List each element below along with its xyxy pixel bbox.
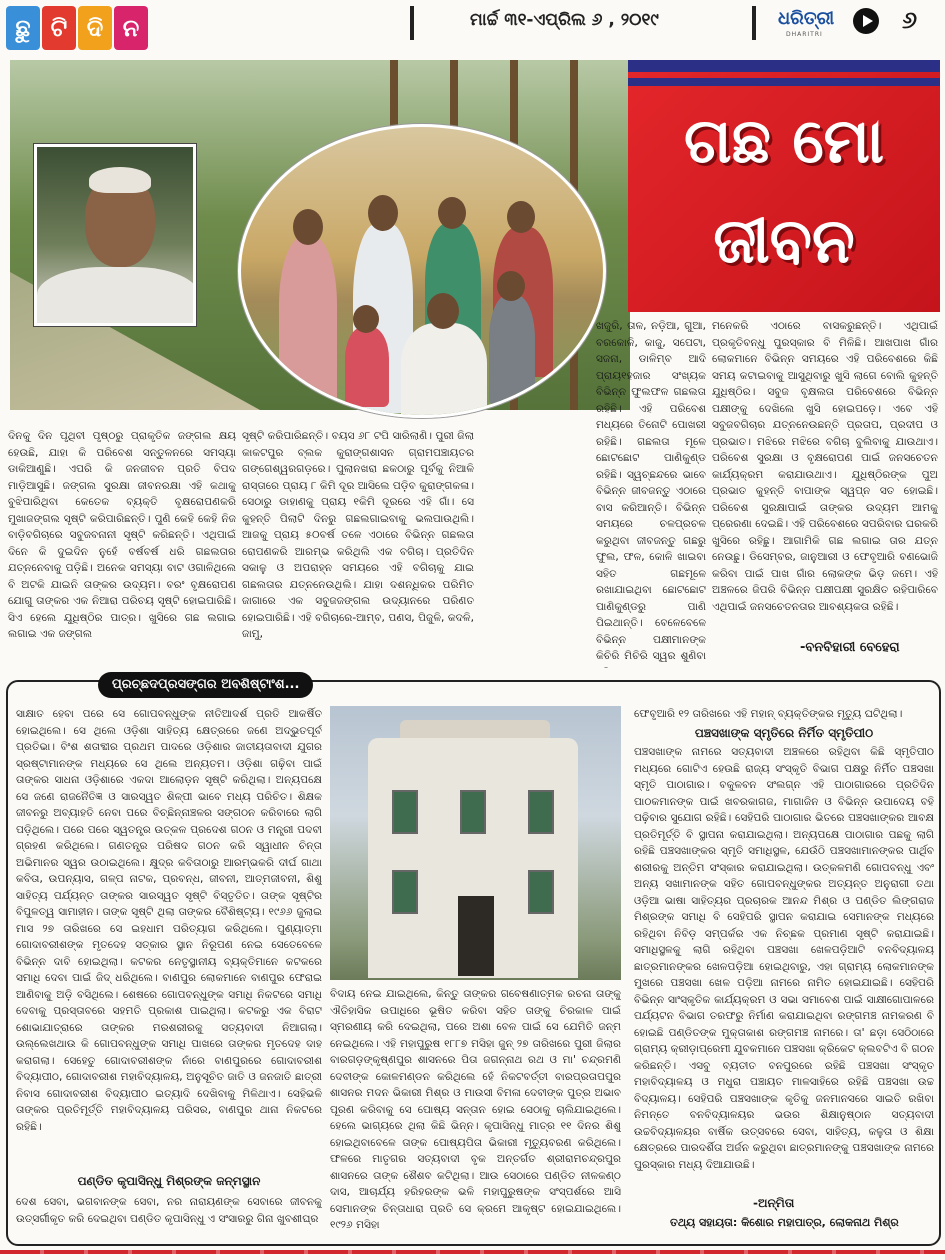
sub-heading: ପଣ୍ଡିତ କୃପାସିନ୍ଧୁ ମିଶ୍ରଙ୍କ ଜନ୍ମସ୍ଥାନ [77, 1174, 261, 1188]
article-text: ମନେକରି ଏଠାରେ ବାସକରୁଛନ୍ତି। ଏଥିପାଇଁ ପ୍ରକୃତିବନ୍ଧୁ ପୁରସ୍କାର ବି ମିଳିଛି। ଆଖପାଖ ଗାଁର ଲୋକମାନେ ବିଭିନ୍ନ ସମୟରେ ଏହି ପରିବେଶରେ କିଛି ସମୟ କଟାଇବାକୁ ଆସୁଥିବାରୁ ଖୁସି ଲାଗେ ବୋଲି କୁହନ୍ତି ଯୁଧିଷ୍ଠିର। ସବୁଜ ବୃକ୍ଷଲତା ପରିବେଶରେ ବିଭିନ୍ନ ପକ୍ଷୀଙ୍କୁ ଦେଖିଲେ ଖୁସି ହୋଇପଡ଼େ। ଏବେ ଏହି ସବୁଜବଗିଚାର ଯତ୍ନନେଉଛନ୍ତି ପ୍ରତାପ, ପ୍ରଦୀପ ଓ ପ୍ରଭାତ। ମଝିରେ ମଝିରେ ବଗିଚା ବୁଲିବାକୁ ଯାଉଥାଏ। ପରିବେଶ ସୁରକ୍ଷା ଓ ବୃକ୍ଷରୋପଣ ପାଇଁ ଜନସଚେତନ କାର୍ଯ୍ୟକ୍ରମ କରାଯାଉଥାଏ। ଯୁଧିଷ୍ଠିରଙ୍କ ପୁଅ ପ୍ରଭାତ କୁହନ୍ତି ବାପାଙ୍କ ସ୍ୱପ୍ନ ସତ ହୋଇଛି। ପରିବେଶ ସୁରକ୍ଷାପାଇଁ ତାଙ୍କର ଉଦ୍ୟମ ଆମକୁ ପ୍ରେରଣା ଦେଇଛି। ଏହି ପରିବେଶରେ ସପରିବାର ଘରକରି ଖୁସିରେ ରହିଛୁ। ଆଗାମିକି ଗଛ ଲଗାଇ ତାର ଯତ୍ନ ନେଉଛୁ। ଡିସେମ୍ବର, ଜାନୁଆରୀ ଓ ଫେବୃଆରି ବଣଭୋଜି କରିବା ପାଇଁ ପାଖ ଗାଁର ଲୋକଙ୍କ ଭିଡ଼ ଜମେ। ଏହି ଅଞ୍ଚଳରେ ଜିପରି ବିଭିନ୍ନ ପକ୍ଷୀପକ୍ଷୀ ସୁରକ୍ଷିତ ରହିପାରିବେ ଏଥିପାଇଁ ଜନସଚେତନତାର ଆବଶ୍ୟକତା ରହିଛି। [712, 320, 938, 613]
brand-logo-sub: DHARITRI [786, 31, 823, 38]
play-icon [853, 8, 879, 34]
headline-box [628, 60, 940, 312]
continuation-column [16, 706, 322, 1174]
building-photo [330, 706, 621, 980]
section-logo-letter: ଦି [78, 6, 112, 50]
continuation-column [634, 744, 934, 1192]
continuation-title: ପ୍ରଚ୍ଛଦପ୍ରସଙ୍ଗର ଅବଶିଷ୍ଟାଂଶ... [98, 672, 313, 698]
pen-name: -ଅନ୍ମିତା [753, 1196, 795, 1210]
headline-line: ଗଛ ମୋ [683, 104, 885, 177]
continuation-text: ପଞ୍ଚସଖାଙ୍କ ନାମରେ ସତ୍ୟବାଦୀ ଅଞ୍ଚଳରେ ରହିଥିବା କିଛି ସ୍ମୃତିପୀଠ ମଧ୍ୟରେ ଗୋଟିଏ ହେଉଛି ରାଜ୍ୟ ସଂସ୍କୃତି ବିଭାଗ ପକ୍ଷରୁ ନିର୍ମିତ ପଞ୍ଚସଖା ସ୍ମୃତି ପାଠାଗାର। ବକୁଳବନ ସଂଲଗ୍ନ ଏହି ପାଠାଗାରରେ ପ୍ରତିଦିନ ପାଠକମାନଙ୍କ ପାଇଁ ଖବରକାଗଜ, ମାଗାଜିନ ଓ ବିଭିନ୍ନ ଉପାଦେୟ ବହି ପଢ଼ିବାର ସୁଯୋଗ ରହିଛି। ସେହିପରି ପାଠାଗାର ଭିତରେ ପଞ୍ଚସଖାଙ୍କର ଆବକ୍ଷ ପ୍ରତିମୂର୍ତ୍ତି ବି ସ୍ଥାପନା କରାଯାଇଥିଲା। ଅନ୍ୟପକ୍ଷେ ପାଠାଗାର ପଛକୁ ଲାଗି ରହିଛି ପଞ୍ଚସଖାଙ୍କର ସ୍ମୃତି ସମାଧିସ୍ଥଳ, ଯେଉଁଠି ପଞ୍ଚସଖାମାନଙ୍କର ପାର୍ଥିବ ଶରୀରକୁ ଅନ୍ତିମ ସଂସ୍କାର କରାଯାଇଥିଲା। ଉତ୍କଳମଣି ଗୋପବନ୍ଧୁ ଏବଂ ଅନ୍ୟ ସଖାମାନଙ୍କ ସହିତ ଗୋପବନ୍ଧୁଙ୍କର ଅତ୍ୟନ୍ତ ଅନୁରାଗୀ ତଥା ଓଡ଼ିଆ ଭାଷା ସାହିତ୍ୟର ପ୍ରଚାରକ ଆନନ୍ଦ ମିଶ୍ର ଓ ପଣ୍ଡିତ ଲିଙ୍ଗରାଜ ମିଶ୍ରଙ୍କ ସମାଧି ବି ସେହିପରି ସ୍ଥାପନ କରାଯାଇ ସେମାନଙ୍କ ମଧ୍ୟରେ ରହିଥିବା ନିବିଡ଼ ସମ୍ପର୍କର ଏକ ନିଚ୍ଛକ ପ୍ରମାଣ ସୃଷ୍ଟି କରାଯାଇଛି। ସମାଧିସ୍ଥଳକୁ ଲାଗି ରହିଥିବା ପଞ୍ଚସଖା ଖେଳପଡ଼ିଆଟି ବନବିଦ୍ୟାଳୟ ଛାତ୍ରମାନଙ୍କର ଖେଳପଡ଼ିଆ ହୋଇଥିବାରୁ, ଏହା ଗ୍ରାମ୍ୟ ଲୋକମାନଙ୍କ ମୁଖରେ ପଞ୍ଚସଖା ଖେଳ ପଡ଼ିଆ ନାମରେ ନାମିତ ହୋଇଯାଇଛି। ସେହିପରି ବିଭିନ୍ନ ସାଂସ୍କୃତିକ କାର୍ଯ୍ୟକ୍ରମ ଓ ସଭା ସମାବେଶ ପାଇଁ ସାକ୍ଷୀଗୋପାଳରେ ପର୍ଯ୍ୟଟନ ବିଭାଗ ତରଫରୁ ନିର୍ମାଣ କରାଯାଇଥିବା ରଙ୍ଗମଞ୍ଚ ନାମକରଣ ବି ହୋଇଛି ପଣ୍ଡିତଙ୍କ ମୁକ୍ତାକାଶ ରଙ୍ଗମଞ୍ଚ ନାମରେ। ତା' ଛଡ଼ା ସେଠିଠାରେ ଗ୍ରାମ୍ୟ କ୍ରୀଡ଼ାପ୍ରେମୀ ଯୁବକମାନେ ପଞ୍ଚସଖା କ୍ରିକେଟ କ୍ଲବଟିଏ ବି ଗଠନ କରିଛନ୍ତି। ଏସବୁ ବ୍ୟତୀତ ବନପୁରରେ ରହିଛି ପଞ୍ଚସଖା ସଂସ୍କୃତ ମହାବିଦ୍ୟାଳୟ ଓ ମଧୁରା ପଞ୍ଚାୟତ ମାଳସାହିରେ ରହିଛି ପଞ୍ଚସଖା ଉଚ୍ଚ ବିଦ୍ୟାଳୟ। ସେହିପରି ପଞ୍ଚସଖାଙ୍କ କୃତିକୁ ଜନମାନସରେ ସାଇତି ରଖିବା ନିମନ୍ତେ ବନବିଦ୍ୟାଳୟର ଭଉର ଶିକ୍ଷାନୁଷ୍ଠାନ ସତ୍ୟବାଦୀ ଉଚ୍ଚବିଦ୍ୟାଳୟର ବାର୍ଷିକ ଉତ୍ସବରେ ସେବା, ସାହିତ୍ୟ, କଳୁତା ଓ ଶିକ୍ଷା କ୍ଷେତ୍ରରେ ପାରଦର୍ଶିତା ଅର୍ଜନ କରୁଥିବା ଛାତ୍ରମାନଙ୍କୁ ପଞ୍ଚସଖାଙ୍କ ନାମରେ ପୁରସ୍କାର ମଧ୍ୟ ଦିଆଯାଉଛି। [634, 746, 934, 1171]
brand-logo: ଧରିତ୍ରୀ [778, 8, 835, 29]
page-number: ୬ [902, 6, 918, 34]
section-logo-letter: ଛୁ [6, 6, 40, 50]
byline: -ବନବିହାରୀ ବେହେରା [800, 640, 900, 655]
continuation-column [330, 986, 621, 1242]
masthead [0, 0, 945, 56]
issue-date: ମାର୍ଚ୍ଚ ୩୧-ଏପ୍ରିଲ ୬ , ୨୦୧୯ [470, 10, 659, 30]
info-credit: ତଥ୍ୟ ସହାୟତା: କିଶୋର ମହାପାତ୍ର, ଲୋକନାଥ ମିଶ୍ର [670, 1216, 899, 1229]
article-column [242, 428, 474, 668]
headline-line: ଜୀବନ [713, 204, 855, 277]
portrait-photo [34, 144, 196, 326]
footer-rule [0, 1250, 945, 1254]
header-divider [410, 6, 414, 40]
article-column [500, 318, 706, 668]
continuation-text: ବିଦାୟ ନେଇ ଯାଇଥିଲେ, କିନ୍ତୁ ତାଙ୍କର ଗବେଷଣାତ୍ମକ ରଚନା ତାଙ୍କୁ ଐତିହାସିକ ଉପାଧିରେ ଭୂଷିତ କରିବା ସହିତ ତାଙ୍କୁ ଚିରକାଳ ପାଇଁ ସ୍ମରଣୀୟ କରି ଦେଇଥିଲା, ପରେ ଅଶା ବେଳ ପାଇଁ ସେ ଯେମିତି ଜନ୍ମ ନେଇଥିଲେ। ଏହି ମହାପୁରୁଷ ୧୮୮୭ ମସିହା ଜୁନ୍ ୨୭ ତାରିଖରେ ପୁରୀ ଜିଲାର ବାରଗଡ଼ଙ୍କୃଷ୍ଣପୁର ଶାସନରେ ପିତା ଜଗନ୍ନାଥ ରଥ ଓ ମା' ଚନ୍ଦ୍ରମଣି ଦେବୀଙ୍କ କୋଳମଣ୍ଡନ କରିଥିଲେ ହେଁ ନିକଟବର୍ତ୍ତୀ ବାରପ୍ରତାପପୁର ଶାସନର ମଦନ ଭିକାରୀ ମିଶ୍ର ଓ ମାଉସୀ ବିମଳା ଦେବୀଙ୍କ ପୁତ୍ର ଅଭାବ ପୂରଣ କରିବାକୁ ସେ ପୋଷ୍ୟ ସନ୍ତାନ ହୋଇ ସେଠାକୁ ଚାଲିଯାଇଥିଲେ। ହେଲେ ଭାଗ୍ୟରେ ଥିଲା କିଛି ଭିନ୍ନ। କୃପାସିନ୍ଧୁ ମାତ୍ର ୧୧ ଦିନର ଶିଶୁ ହୋଇଥିବାବେଳେ ତାଙ୍କ ପୋଷ୍ୟପିତା ଭିକାରୀ ମୃତ୍ୟୁବରଣ କରିଥିଲେ। ଫଳରେ ମାତୃଗର ସତ୍ୟବାଦୀ ବୃକ ଅନ୍ତର୍ଗତ ଶ୍ରୀରାମଚନ୍ଦ୍ରପୁର ଶାସନରେ ତାଙ୍କ ଶୈଶବ କଟିଥିଲା। ଆଉ ସେଠାରେ ପଣ୍ଡିତ ନୀଳକଣ୍ଠ ଦାସ, ଆଚାର୍ଯ୍ୟ ହରିହରଙ୍କ ଭଳି ମହାପୁରୁଷଙ୍କ ସଂସ୍ପର୍ଶରେ ଆସି ସେମାନଙ୍କ ଚିନ୍ତାଧାରା ପ୍ରତି ସେ କ୍ରମେ ଆକୃଷ୍ଟ ହୋଇଯାଇଥିଲେ। ୧୯୨୬ ମସିହା [330, 988, 621, 1231]
article-column [8, 428, 236, 668]
section-logo-letter: ନ [114, 6, 148, 50]
continuation-text: ସାକ୍ଷାତ ହେବା ପରେ ସେ ଗୋପବନ୍ଧୁଙ୍କ ନୀତିଆଦର୍ଶ ପ୍ରତି ଆକର୍ଷିତ ହୋଇଥିଲେ। ସେ ଥିଲେ ଓଡ଼ିଶା ସାହିତ୍ୟ କ୍ଷେତ୍ରରେ ଜଣେ ଅଦ୍ଭୁତପୂର୍ବ ପ୍ରତିଭା। ବିଂଶ ଶତାବ୍ଦୀର ପ୍ରଥମ ପାଦରେ ଓଡ଼ିଶାର ଜାତୀୟତାବାଦୀ ଯୁଗର ସ୍ରଷ୍ଟାମାନଙ୍କ ମଧ୍ୟରେ ସେ ଥିଲେ ଅନ୍ୟତମ। ଓଡ଼ିଶା ଗଢ଼ିବା ପାଇଁ ତାଙ୍କର ସାଧନା ଓଡ଼ିଶାରେ ଏକଦା ଆଲୋଡ଼ନ ସୃଷ୍ଟି କରିଥିଲା। ଅନ୍ୟପକ୍ଷେ ସେ ଜଣେ ରାଜନୈତିଜ୍ଞ ଓ ସାରସ୍ୱତ ଶିଳ୍ପୀ ଭାବେ ମଧ୍ୟ ପରିଚିତ। ଶିକ୍ଷକ ଜୀବନରୁ ଅବ୍ୟାହତି ନେବା ପରେ ବିଚ୍ଛିନ୍ନାଞ୍ଚଳର ସଙ୍ଗଠନ କରିବାରେ ଲାଗି ପଡ଼ିଥିଲେ। ପରେ ପରେ ସ୍ୱତନ୍ତ୍ର ଉତ୍କଳ ପ୍ରଦେଶ ଗଠନ ଓ ମନ୍ତ୍ରୀ ପଦବୀ ଗ୍ରହଣ କରିଥିଲେ। ଗଣତନ୍ତ୍ର ପରିଷଦ ଗଠନ କରି ସ୍ୱାଧୀନ ଚିନ୍ତା ଅଭିମାନର ସ୍ୱର ଉଠାଇଥିଲେ। କ୍ଷୁଦ୍ର କବିତାଠାରୁ ଆରମ୍ଭକରି ଦୀର୍ଘ ଗାଥା କବିତା, ଉପନ୍ୟାସ, ଗଳ୍ପ ନାଟକ, ପ୍ରବନ୍ଧ, ଜୀବନୀ, ଆତ୍ମଜୀବନୀ, ଶିଶୁ ସାହିତ୍ୟ ପର୍ଯ୍ୟନ୍ତ ତାଙ୍କର ସାରସ୍ୱତ ସୃଷ୍ଟି ବିସ୍ତୃତିତ। ତାଙ୍କ ସୃଷ୍ଟିର ବିପୁଳତ୍ୱ ସାମାହୀନ। ତାଙ୍କ ସୃଷ୍ଟି ଥିଲା ତାଙ୍କର ବୈଶିଷ୍ଟ୍ୟ। ୧୯୬୬ ଜୁଲାଇ ମାସ ୨୭ ତାରିଖରେ ସେ ଇହଧାମ ପରିତ୍ୟାଗ କରିଥିଲେ। ପୁଣ୍ୟାତ୍ମା ଗୋଦାବରୀଶଙ୍କ ମୃତଦେହ ସତ୍କାର ସ୍ଥାନ ନିରୂପଣ ନେଇ ସେତେବେଳେ ବିଭିନ୍ନ ଦାବି ହୋଇଥିଲା। କଟକର ନେତୃସ୍ଥାନୀୟ ବ୍ୟକ୍ତିମାନେ କଟକରେ ସମାଧି ଦେବା ପାଇଁ ଜିଦ୍ ଧରିଥିଲେ। ବାଣପୁର ଲୋକମାନେ ବାଣପୁର ଫେରାଇ ଆଣିବାକୁ ଅଡ଼ି ବସିଥିଲେ। ଶେଷରେ ଗୋପବନ୍ଧୁଙ୍କ ସମାଧି ନିକଟରେ ସମାଧି ଦେବାକୁ ପ୍ରସ୍ତାବରେ ସହମତି ପ୍ରକାଶ ପାଇଥିଲା। କଟକରୁ ଏକ ବିରାଟ ଶୋଭାଯାତ୍ରାରେ ତାଙ୍କର ମରଶରୀରକୁ ସତ୍ୟବାଦୀ ନିଆଗଲା। ଉଲ୍ଲେଖଥାଉ କି ଗୋପବନ୍ଧୁଙ୍କ ସମାଧି ପାଖରେ ତାଙ୍କର ମୃତଦେହ ଦାହ କରାଗଲା। ସେହେତୁ ଗୋଦାବରୀଶଙ୍କ ନାଁରେ ବାଣପୁରରେ ଗୋଦାବରୀଶ ବିଦ୍ୟାପୀଠ, ଗୋଦାବରୀଶ ମହାବିଦ୍ୟାଳୟ, ଅନୁସୂଚିତ ଜାତି ଓ ଜନଜାତି ଛାତ୍ରୀ ନିବାସ ଗୋଦାବରୀଶ ବିଦ୍ୟାପୀଠ ଇତ୍ୟାଦି ଦେଖିବାକୁ ମିଳିଥାଏ। ସେହିଭଳି ତାଙ୍କର ପ୍ରତିମୂର୍ତ୍ତି ମହାବିଦ୍ୟାଳୟ ପରିସର, ବାଣପୁର ଥାନା ନିକଟରେ ରହିଛି। [16, 708, 322, 1133]
article-text: ଖଜୁରି, ତାଳ, ନଡ଼ିଆ, ଗୁଆ, ବରକୋଳି, କାଜୁ, ସପେଟା, ସଜନା, ଡାଳିମ୍ବ ଆଦି ପ୍ରାୟ୧ହଜାର ସଂଖ୍ୟକ ବିଭିନ୍ନ ଫୁଲଫଳ ଗଛଲତା ରହିଛି। ଏହି ପରିବେଶ ମଧ୍ୟରେ ତିନୋଟି ପୋଖରୀ ରହିଛି। ଗଛଲତା ମୂଳେ ଛୋଟଛୋଟ ପାଣିକୁଣ୍ଡ ରହିଛି। ସ୍ୱଚ୍ଛନ୍ଦରେ ଭାବେ ବିଭିନ୍ନ ଜୀବଜନ୍ତୁ ଏଠାରେ ବାସ କରିଆନ୍ତି। ବିଭିନ୍ନ ସମୟରେ ଚଳପ୍ରଚଳ କରୁଥିବା ଜୀବଜନ୍ତୁ ଗଛରୁ ଫୁଲ, ଫଳ, କୋଳି ଖାଇବା ସହିତ ଗଛମୂଳେ ରଖାଯାଇଥିବା ଛୋଟଛୋଟ ପାଣିକୁଣ୍ଡରୁ ପାଣି ପିଇଥାନ୍ତି। ବେଳେବେଳେ ବିଭିନ୍ନ ପକ୍ଷୀମାନଙ୍କ କିଚିରି ମିଚିରି ସ୍ୱର ଶୁଣିବା [596, 320, 706, 662]
sub-heading: ପଞ୍ଚସଖାଙ୍କ ସ୍ମୃତିରେ ନିର୍ମିତ ସ୍ମୃତିପୀଠ [694, 726, 874, 740]
section-logo-letter: ଟି [42, 6, 76, 50]
section-logo [6, 6, 148, 50]
continuation-text: ଫେବୃଆରି ୧୨ ତାରିଖରେ ଏହି ମହାନ୍ ବ୍ୟକ୍ତିଙ୍କର ମୃତ୍ୟୁ ଘଟିଥିଲା। [634, 708, 903, 720]
article-text: ଦିନକୁ ଦିନ ପୃଥିବୀ ପୃଷ୍ଠରୁ ପ୍ରାକୃତିକ ଜଙ୍ଗଲ କ୍ଷୟ ହେଉଛି, ଯାହା କି ପରିବେଶ ସନ୍ତୁଳନରେ ସମସ୍ୟା ଡାକିଆଣୁଛି। ଏପରି କି ଜନଜୀବନ ପ୍ରତି ବିପଦ ମାଡ଼ିଆସୁଛି। ଜଙ୍ଗଲ ସୁରକ୍ଷା ଜୀବନରକ୍ଷା ଏହି କଥାକୁ ବୁଝିପାରିଥିବା କେତେକ ବ୍ୟକ୍ତି ବୃକ୍ଷରୋପଣକରି ମୁଖାଜଙ୍ଗଲ ସୃଷ୍ଟି କରିପାରିଛନ୍ତି। ପୁଣି କେହି କେହି ନିଜ ବାଡ଼ିବଗିଚାରେ ସବୁଜବନାନୀ ସୃଷ୍ଟି କରିଛନ୍ତି। ଏଥିପାଇଁ ଦିନେ କି ଦୁଇଦିନ ନୁହେଁ ବର୍ଷବର୍ଷ ଧରି ଗଛଲତାର ଯତ୍ନନେବାକୁ ପଡ଼ିଛି। ଅନେକ ସମସ୍ୟା ବାଟ ଓଗାଳିଥିଲେ ବି ଅଟକି ଯାଇନି ତାଙ୍କର ଉଦ୍ୟମ। ବରଂ ବୃକ୍ଷରୋପଣ ଯୋଗୁ ତାଙ୍କର ଏକ ନିଆରା ପରିଚୟ ସୃଷ୍ଟି ହୋଇପାରିଛି। ସିଏ ହେଲେ ଯୁଧିଷ୍ଠିର ପାତ୍ର। ଖୁସିରେ ଗଛ ଲଗାଇ ଲଗାଇ ଏକ ଜଙ୍ଗଲ [8, 430, 236, 640]
header-divider [752, 6, 756, 40]
article-column [712, 318, 938, 630]
continuation-text: ଦେଶ ସେବା, ଭଗବାନଙ୍କ ସେବା, ନର ନାରାୟଣଙ୍କ ସେବାରେ ଜୀବନକୁ ଉତ୍ସର୍ଗୀକୃତ କରି ଦେଇଥିବା ପଣ୍ଡିତ କୃପାସିନ୍ଧୁ ଏ ସଂସାରରୁ ଗିନା ଖୁବଶୀଘ୍ର [16, 1196, 322, 1225]
continuation-column [16, 1194, 322, 1242]
article-text: ସୃଷ୍ଟି କରିପାରିଛନ୍ତି। ବୟସ ୬୮ ଟପି ସାରିଲାଣି। ପୁରୀ ଜିଲା କାକଟପୁର ବ୍ଲକ କୁରାଙ୍ଗଶାସନ ଗ୍ରାମପଞ୍ଚାୟତର ଗଙ୍ଗେଶ୍ୱରଗଡ଼ରେ। ପୁଲାନଖରା ଛକଠାରୁ ପୂର୍ବକୁ ନିଆଳି ରାସ୍ତାରେ ପ୍ରାୟ ୮ କିମି ଦୂର ଆସିଲେ ପଡ଼ିବ କୁରାଙ୍ଗକଳା। ସେଠାରୁ ଡାହାଣକୁ ପ୍ରାୟ ୧କିମି ଦୂରରେ ଏହି ଗାଁ। ସେ କୁହନ୍ତି ପିଲାଟି ଦିନରୁ ଗଛଲଗାଇବାକୁ ଭଲପାଉଥିଲି। ଆଜକୁ ପ୍ରାୟ ୫୦ବର୍ଷ ତଳେ ଏଠାରେ ବିଭିନ୍ନ ଗଛଲତା ରୋପଣକରି ଆରମ୍ଭ କରିଥିଲି ଏକ ବଗିଚା। ପ୍ରତିଦିନ ସକାଳୁ ଓ ଅପରାହ୍ନ ସମୟରେ ଏହି ବଗିଚାକୁ ଯାଇ ଗଛଲତାର ଯତ୍ନନେଉଥିଲି। ଯାହା ଦଶନ୍ଧିକର ପରିମିତ ଜାଗାରେ ଏକ ସବୁଜଜଙ୍ଗଲ ଉଦ୍ୟାନରେ ପରିଣତ ହୋଇପାରିଛି। ଏହି ବଗିଚାରେ-ଆମ୍ବ, ପଣସ, ପିଜୁଳି, କଦଳି, ଜାମୁ, [242, 430, 474, 640]
